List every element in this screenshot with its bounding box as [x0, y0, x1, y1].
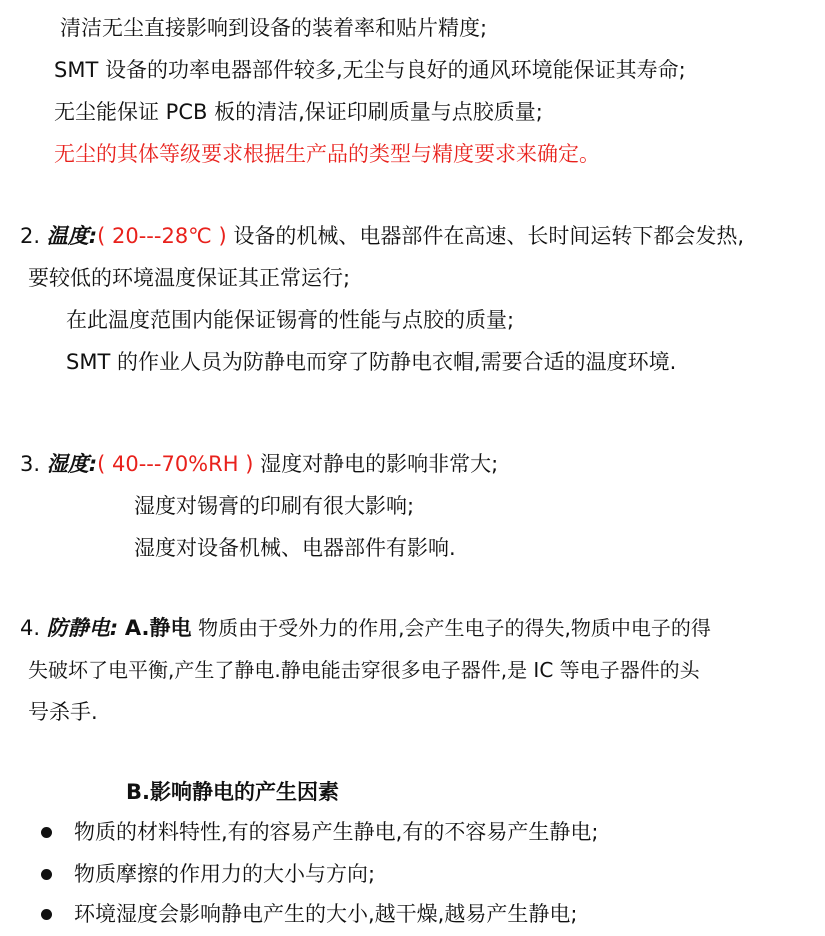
- dust-line-3: 无尘能保证 PCB 板的清洁,保证印刷质量与点胶质量;: [54, 100, 543, 124]
- list-item: 物质的材料特性,有的容易产生静电,有的不容易产生静电;: [74, 820, 599, 844]
- bullet-dot-icon: [41, 827, 52, 838]
- section-number: 2.: [20, 224, 41, 248]
- temperature-heading-line: [20, 222, 744, 250]
- section-number: 3.: [20, 452, 41, 476]
- antistatic-heading-line: [20, 614, 711, 642]
- bullet-dot-icon: [41, 869, 52, 880]
- temperature-text-2: 要较低的环境温度保证其正常运行;: [28, 266, 351, 290]
- temperature-text-4: SMT 的作业人员为防静电而穿了防静电衣帽,需要合适的温度环境.: [66, 350, 677, 374]
- section-number: 4.: [20, 616, 41, 640]
- humidity-text-2: 湿度对锡膏的印刷有很大影响;: [134, 494, 415, 518]
- antistatic-subtitle-b: B.影响静电的产生因素: [126, 780, 339, 804]
- humidity-text-1: 湿度对静电的影响非常大;: [260, 452, 499, 476]
- antistatic-text-1: 物质由于受外力的作用,会产生电子的得失,物质中电子的得: [198, 616, 711, 640]
- temperature-text-3: 在此温度范围内能保证锡膏的性能与点胶的质量;: [66, 308, 515, 332]
- humidity-title: 湿度:: [46, 452, 98, 476]
- temperature-range: ( 20---28℃ ): [97, 224, 227, 248]
- antistatic-subtitle-a: A.静电: [124, 616, 192, 640]
- antistatic-text-3: 号杀手.: [28, 700, 98, 724]
- dust-line-2: SMT 设备的功率电器部件较多,无尘与良好的通风环境能保证其寿命;: [54, 58, 686, 82]
- list-item: 环境湿度会影响静电产生的大小,越干燥,越易产生静电;: [74, 902, 578, 926]
- antistatic-title: 防静电:: [46, 616, 119, 640]
- list-item: 物质摩擦的作用力的大小与方向;: [74, 862, 376, 886]
- humidity-text-3: 湿度对设备机械、电器部件有影响.: [134, 536, 456, 560]
- dust-line-4-highlight: 无尘的其体等级要求根据生产品的类型与精度要求来确定。: [54, 142, 600, 166]
- humidity-range: ( 40---70%RH ): [97, 452, 254, 476]
- temperature-title: 温度:: [46, 224, 98, 248]
- bullet-dot-icon: [41, 909, 52, 920]
- humidity-heading-line: [20, 450, 498, 478]
- antistatic-text-2: 失破坏了电平衡,产生了静电.静电能击穿很多电子器件,是 IC 等电子器件的头: [28, 658, 700, 682]
- temperature-text-1: 设备的机械、电器部件在高速、长时间运转下都会发热,: [233, 224, 745, 248]
- dust-line-1: 清洁无尘直接影响到设备的装着率和贴片精度;: [60, 16, 488, 40]
